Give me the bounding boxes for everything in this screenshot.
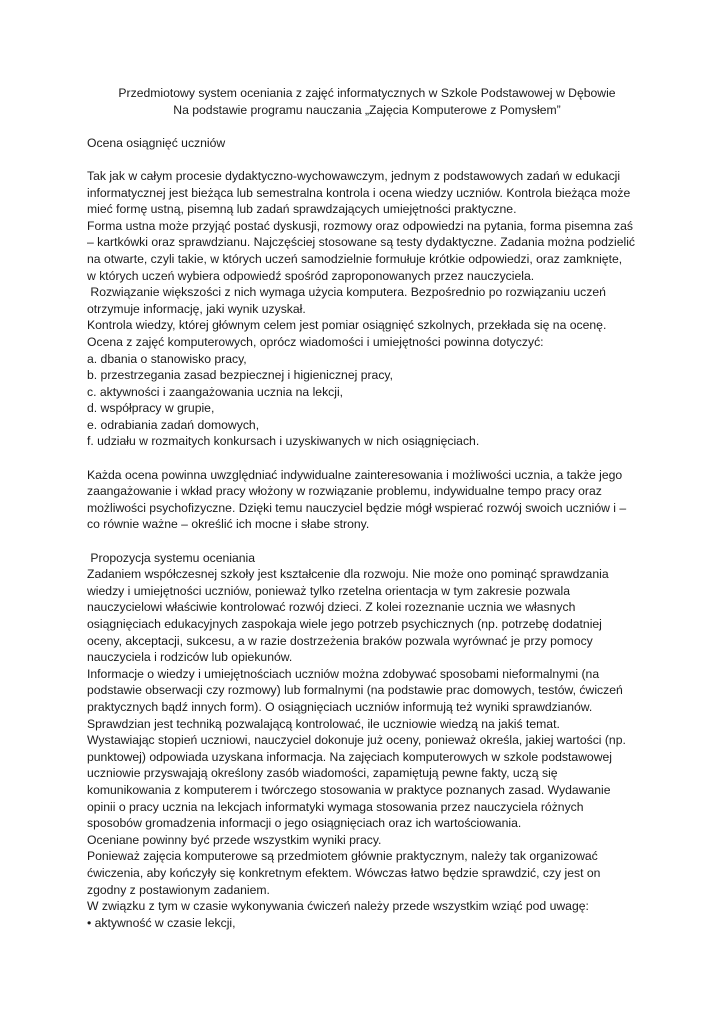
paragraph-3	[87, 284, 647, 317]
text-line: Informacje o wiedzy i umiejętnościach uczniów można zdobywać sposobami nieformalnymi (na	[87, 666, 600, 681]
text-line: nauczyciela i rodziców lub opiekunów.	[87, 650, 293, 665]
text-line: f. udziału w rozmaitych konkursach i uzyskiwanych w nich osiągnięciach.	[87, 434, 480, 449]
document-page	[87, 85, 647, 931]
text-line: Kontrola wiedzy, której głównym celem jest pomiar osiągnięć szkolnych, przekłada się na ocenę.	[87, 318, 607, 333]
paragraph-2	[87, 218, 647, 284]
text-line: możliwości psychofizyczne. Dzięki temu nauczyciel będzie mógł wspierać rozwój swoich uczniów i –	[87, 500, 627, 515]
paragraph-4	[87, 317, 647, 350]
text-line: Tak jak w całym procesie dydaktyczno-wychowawczym, jednym z podstawowych zadań w edukacji	[87, 168, 621, 183]
paragraph-10	[87, 898, 647, 915]
spacer	[87, 533, 647, 550]
spacer	[87, 118, 647, 135]
paragraph-1	[87, 168, 647, 218]
text-line: Oceniane powinny być przede wszystkim wyniki pracy.	[87, 832, 382, 847]
text-line: uczniowie przyswajają określony zasób wiadomości, zapamiętują pewne fakty, uczą się	[87, 766, 558, 781]
paragraph-9	[87, 848, 647, 898]
spacer	[87, 151, 647, 168]
text-line: w których uczeń wybiera odpowiedź spośród zaproponowanych przez nauczyciela.	[87, 268, 535, 283]
text-line: co równie ważne – określić ich mocne i słabe strony.	[87, 517, 370, 532]
paragraph-5	[87, 467, 647, 533]
title-line-2: Na podstawie programu nauczania „Zajęcia Komputerowe z Pomysłem”	[173, 102, 561, 117]
text-line: Rozwiązanie większości z nich wymaga użycia komputera. Bezpośrednio po rozwiązaniu uczeń	[87, 285, 606, 300]
text-line: zgodny z postawionym zadaniem.	[87, 882, 270, 897]
text-line: zaangażowanie i wkład pracy włożony w rozwiązanie problemu, indywidualne tempo pracy oraz	[87, 484, 602, 499]
bullet-list	[87, 915, 647, 932]
lettered-list	[87, 351, 647, 451]
document-title	[87, 85, 647, 118]
spacer	[87, 450, 647, 467]
text-line: Zadaniem współczesnej szkoły jest kształcenie dla rozwoju. Nie może ono pominąć sprawdzania	[87, 567, 609, 582]
text-line: d. współpracy w grupie,	[87, 401, 215, 416]
text-line: opinii o pracy ucznia na lekcjach informatyki wymaga stosowania przez nauczyciela różnych	[87, 799, 584, 814]
text-line: e. odrabiania zadań domowych,	[87, 417, 260, 432]
paragraph-6	[87, 566, 647, 666]
paragraph-8	[87, 832, 647, 849]
text-line: • aktywność w czasie lekcji,	[87, 915, 236, 930]
text-line: osiągnięciach edukacyjnych zaspokaja wiele jego potrzeb psychicznych (np. potrzebę dodatniej	[87, 617, 602, 631]
text-line: otrzymuje informację, jaki wynik uzyskał.	[87, 301, 306, 316]
text-line: Forma ustna może przyjąć postać dyskusji, rozmowy oraz odpowiedzi na pytania, forma pisemna zaś	[87, 218, 633, 233]
text-line: c. aktywności i zaangażowania ucznia na lekcji,	[87, 384, 344, 399]
text-line: Każda ocena powinna uwzględniać indywidualne zainteresowania i możliwości ucznia, a także jego	[87, 467, 623, 482]
title-line-1: Przedmiotowy system oceniania z zajęć informatycznych w Szkole Podstawowej w Dębowie	[118, 86, 616, 100]
section-heading-assessment: Ocena osiągnięć uczniów	[87, 135, 226, 150]
text-line: sposobów gromadzenia informacji o jego osiągnięciach oraz ich wartościowania.	[87, 816, 522, 831]
text-line: nauczycielowi właściwie kontrolować rozwój dzieci. Z kolei rozeznanie ucznia we własnych	[87, 600, 576, 615]
text-line: Sprawdzian jest techniką pozwalającą kontrolować, ile uczniowie wiedzą na jakiś temat.	[87, 716, 560, 731]
text-line: podstawie obserwacji czy rozmowy) lub formalnymi (na podstawie prac domowych, testów, ćwiczeń	[87, 683, 623, 698]
paragraph-7	[87, 666, 647, 832]
text-line: na otwarte, czyli takie, w których uczeń samodzielnie formułuje krótkie odpowiedzi, oraz zamknięte,	[87, 251, 623, 266]
text-line: mieć formę ustną, pisemną lub zadań sprawdzających umiejętności praktyczne.	[87, 202, 517, 217]
text-line: komunikowania z komputerem i twórczego stosowania w praktyce poznanych zasad. Wydawanie	[87, 782, 611, 797]
text-line: a. dbania o stanowisko pracy,	[87, 351, 247, 366]
text-line: W związku z tym w czasie wykonywania ćwiczeń należy przede wszystkim wziąć pod uwagę:	[87, 899, 589, 914]
text-line: ćwiczenia, aby kończyły się konkretnym efektem. Wówczas łatwo będzie sprawdzić, czy jest on	[87, 865, 601, 880]
text-line: wiedzy i umiejętności uczniów, ponieważ tylko rzetelna orientacja w tym zakresie pozwala	[87, 583, 570, 598]
section-heading-proposal: Propozycja systemu oceniania	[87, 550, 256, 565]
text-line: praktycznych bądź innych form). O osiągnięciach uczniów informują też wyniki sprawdzianów.	[87, 699, 593, 714]
text-line: punktowej) odpowiada uzyskana informacja. Na zajęciach komputerowych w szkole podstawowej	[87, 749, 613, 764]
text-line: – kartkówki oraz sprawdzianu. Najczęściej stosowane są testy dydaktyczne. Zadania można podzielić	[87, 235, 636, 250]
text-line: b. przestrzegania zasad bezpiecznej i higienicznej pracy,	[87, 368, 393, 383]
text-line: Ponieważ zajęcia komputerowe są przedmiotem głównie praktycznym, należy tak organizować	[87, 849, 598, 864]
text-line: oceny, akceptacji, sukcesu, a w razie dostrzeżenia braków pozwala wyrównać je przy pomocy	[87, 633, 593, 648]
text-line: informatycznej jest bieżąca lub semestralna kontrola i ocena wiedzy uczniów. Kontrola bieżąca może	[87, 185, 631, 200]
text-line: Ocena z zajęć komputerowych, oprócz wiadomości i umiejętności powinna dotyczyć:	[87, 334, 544, 349]
text-line: Wystawiając stopień uczniowi, nauczyciel dokonuje już oceny, ponieważ określa, jakiej wartości (np.	[87, 733, 626, 748]
